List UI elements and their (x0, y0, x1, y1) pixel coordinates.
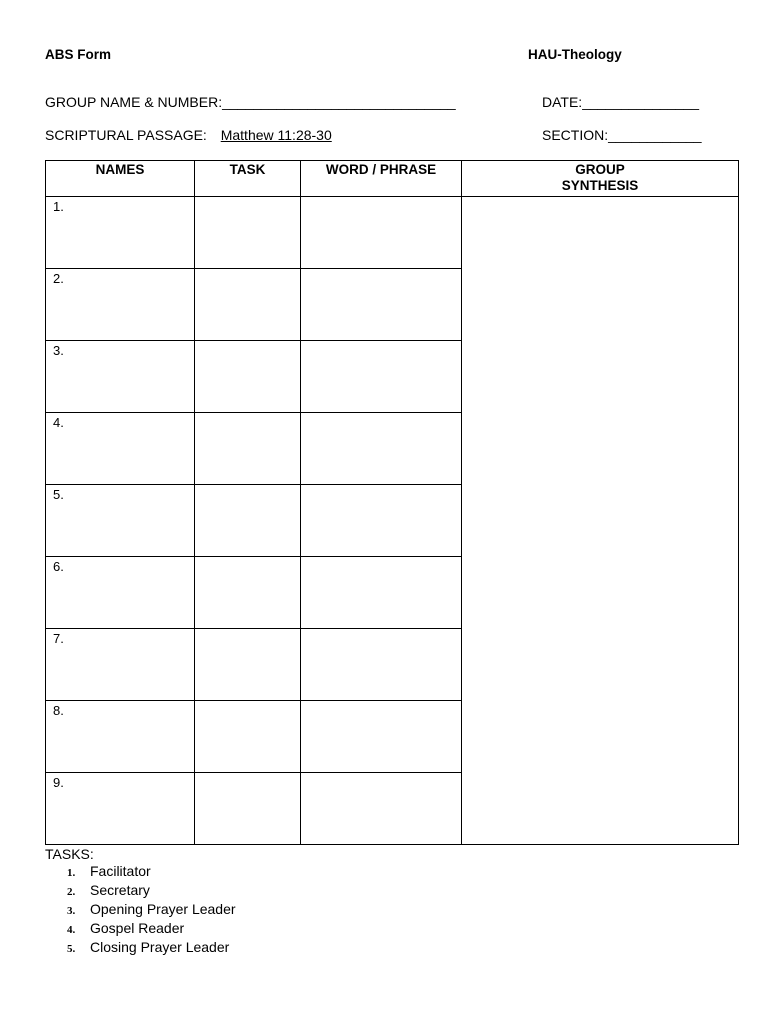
section-field[interactable]: SECTION:____________ (542, 127, 702, 143)
word-phrase-cell[interactable] (301, 485, 462, 557)
synthesis-header-line: SYNTHESIS (561, 178, 639, 193)
task-label: Secretary (90, 882, 150, 898)
task-number: 4. (67, 924, 76, 936)
name-cell[interactable] (46, 629, 195, 701)
task-number: 1. (67, 867, 76, 879)
group-synthesis-cell[interactable] (462, 197, 739, 845)
task-cell[interactable] (195, 773, 301, 845)
tasks-heading: TASKS: (45, 846, 94, 862)
row-number: 7. (53, 631, 64, 646)
scriptural-passage-label: SCRIPTURAL PASSAGE: (45, 127, 207, 143)
tasks-list (67, 862, 236, 957)
group-synthesis-column-header (462, 161, 739, 197)
task-cell[interactable] (195, 197, 301, 269)
task-number: 5. (67, 943, 76, 955)
name-cell[interactable] (46, 341, 195, 413)
names-column-header: NAMES (46, 161, 195, 197)
table-header-row (46, 161, 739, 197)
word-phrase-cell[interactable] (301, 341, 462, 413)
task-label: Closing Prayer Leader (90, 939, 230, 955)
task-list-item (67, 881, 236, 900)
task-column-header: TASK (195, 161, 301, 197)
name-cell[interactable] (46, 269, 195, 341)
group-name-field[interactable]: GROUP NAME & NUMBER:______________________________ (45, 94, 456, 110)
task-cell[interactable] (195, 413, 301, 485)
task-list-item (67, 862, 236, 881)
word-phrase-cell[interactable] (301, 629, 462, 701)
task-label: Facilitator (90, 863, 151, 879)
word-phrase-column-header: WORD / PHRASE (301, 161, 462, 197)
task-cell[interactable] (195, 341, 301, 413)
name-cell[interactable] (46, 413, 195, 485)
table-row (46, 197, 739, 269)
row-number: 3. (53, 343, 64, 358)
task-label: Gospel Reader (90, 920, 185, 936)
row-number: 9. (53, 775, 64, 790)
task-cell[interactable] (195, 629, 301, 701)
form-title: ABS Form (45, 47, 112, 62)
row-number: 6. (53, 559, 64, 574)
name-cell[interactable] (46, 701, 195, 773)
name-cell[interactable] (46, 557, 195, 629)
scriptural-passage-field (45, 127, 332, 143)
name-cell[interactable] (46, 197, 195, 269)
word-phrase-cell[interactable] (301, 557, 462, 629)
task-label: Opening Prayer Leader (90, 901, 236, 917)
task-number: 2. (67, 886, 76, 898)
row-number: 5. (53, 487, 64, 502)
task-cell[interactable] (195, 269, 301, 341)
name-cell[interactable] (46, 773, 195, 845)
word-phrase-cell[interactable] (301, 269, 462, 341)
row-number: 2. (53, 271, 64, 286)
word-phrase-cell[interactable] (301, 197, 462, 269)
date-field[interactable]: DATE:_______________ (542, 94, 699, 110)
abs-form-table (45, 160, 739, 845)
name-cell[interactable] (46, 485, 195, 557)
row-number: 8. (53, 703, 64, 718)
group-header-line: GROUP (575, 162, 625, 177)
word-phrase-cell[interactable] (301, 773, 462, 845)
word-phrase-cell[interactable] (301, 701, 462, 773)
task-cell[interactable] (195, 557, 301, 629)
department-label: HAU-Theology (528, 47, 622, 62)
word-phrase-cell[interactable] (301, 413, 462, 485)
task-list-item (67, 900, 236, 919)
row-number: 4. (53, 415, 64, 430)
row-number: 1. (53, 199, 64, 214)
scriptural-passage-value: Matthew 11:28-30 (220, 127, 332, 143)
task-list-item (67, 919, 236, 938)
task-cell[interactable] (195, 701, 301, 773)
task-cell[interactable] (195, 485, 301, 557)
task-list-item (67, 938, 236, 957)
task-number: 3. (67, 905, 76, 917)
